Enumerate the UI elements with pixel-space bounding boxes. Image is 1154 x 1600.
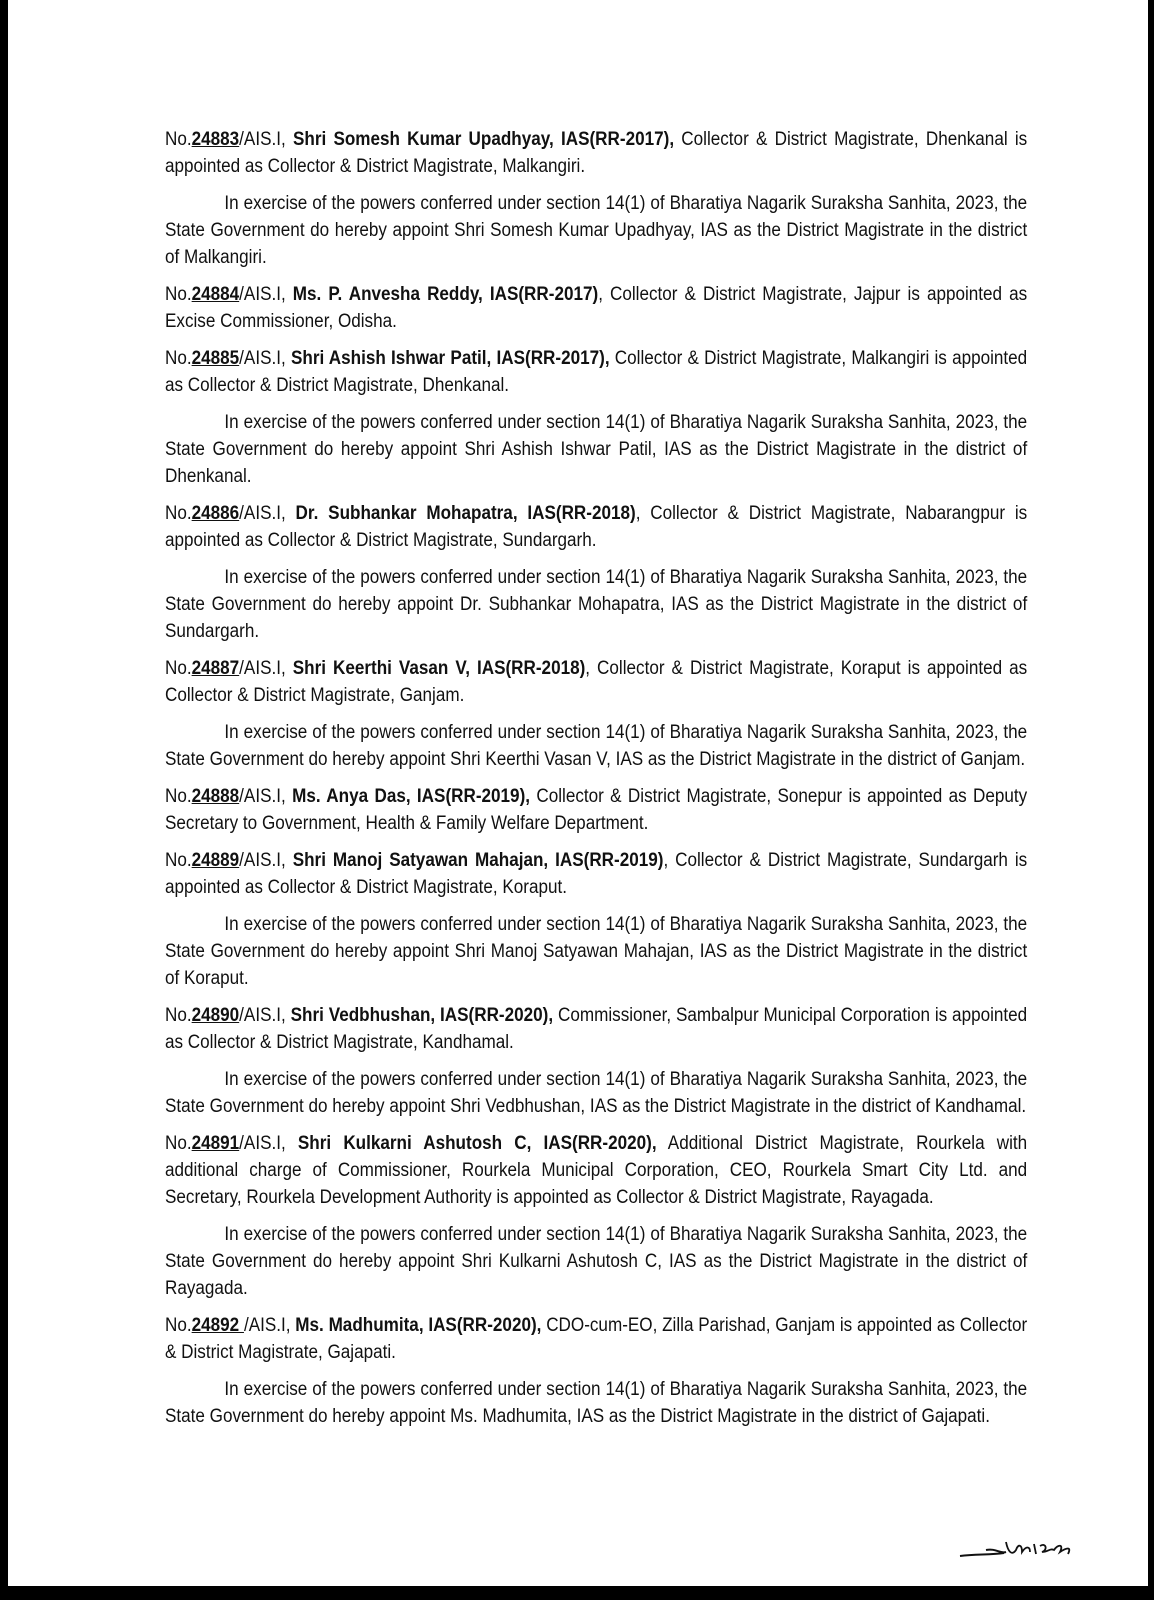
- dm-appointment-paragraph: In exercise of the powers conferred under section 14(1) of Bharatiya Nagarik Suraksha Sanhita, 2023, the State Government do hereby appoint Shri Keerthi Vasan V, IAS as the District Magistrate in the district of Ganjam.: [165, 722, 1028, 770]
- dm-appointment-paragraph: In exercise of the powers conferred under section 14(1) of Bharatiya Nagarik Suraksha Sanhita, 2023, the State Government do hereby appoint Shri Kulkarni Ashutosh C, IAS as the District Magistrate in the district of Rayagada.: [165, 1224, 1028, 1299]
- order-text: Additional District Magistrate, Rourkela with additional charge of Commissioner, Rourkela Municipal Corporation, CEO, Rourkela Smart City Ltd. and Secretary, Rourkela Development Authority is appointed as Collector & District Magistrate, Rayagada.: [165, 1133, 1028, 1208]
- dm-appointment-paragraph: In exercise of the powers conferred under section 14(1) of Bharatiya Nagarik Suraksha Sanhita, 2023, the State Government do hereby appoint Shri Vedbhushan, IAS as the District Magistrate in the district of Kandhamal.: [165, 1069, 1028, 1117]
- order-text: , Collector & District Magistrate, Sundargarh is appointed as Collector & District Magistrate, Koraput.: [165, 850, 1028, 898]
- order-text: Collector & District Magistrate, Dhenkanal is appointed as Collector & District Magistrate, Malkangiri.: [165, 129, 1028, 177]
- order-number: 24887: [191, 658, 240, 679]
- order-number: 24885: [191, 348, 240, 369]
- order-number: 24886: [191, 503, 240, 524]
- order-code: /AIS.I,: [239, 850, 293, 871]
- order-text: , Collector & District Magistrate, Nabarangpur is appointed as Collector & District Magistrate, Sundargarh.: [165, 503, 1028, 551]
- order-prefix: No.: [165, 1005, 192, 1026]
- order-prefix: No.: [165, 850, 192, 871]
- order-prefix: No.: [165, 129, 192, 150]
- order-number: 24892: [191, 1315, 244, 1336]
- officer-name: Ms. P. Anvesha Reddy, IAS(RR-2017): [292, 284, 599, 305]
- order-prefix: No.: [165, 658, 192, 679]
- officer-name: Shri Vedbhushan, IAS(RR-2020),: [290, 1005, 554, 1026]
- order-paragraph: [165, 1312, 1027, 1366]
- order-text: Collector & District Magistrate, Sonepur is appointed as Deputy Secretary to Government, Health & Family Welfare Department.: [165, 786, 1028, 834]
- officer-name: Dr. Subhankar Mohapatra, IAS(RR-2018): [295, 503, 636, 524]
- order-number: 24889: [191, 850, 240, 871]
- officer-name: Shri Manoj Satyawan Mahajan, IAS(RR-2019): [292, 850, 664, 871]
- order-text: CDO-cum-EO, Zilla Parishad, Ganjam is appointed as Collector & District Magistrate, Gajapati.: [165, 1315, 1028, 1363]
- document-body: [165, 126, 1027, 1440]
- dm-appointment-paragraph: In exercise of the powers conferred under section 14(1) of Bharatiya Nagarik Suraksha Sanhita, 2023, the State Government do hereby appoint Shri Ashish Ishwar Patil, IAS as the District Magistrate in the district of Dhenkanal.: [165, 412, 1028, 487]
- order-code: /AIS.I,: [239, 1133, 298, 1154]
- order-prefix: No.: [165, 503, 192, 524]
- order-text: Commissioner, Sambalpur Municipal Corporation is appointed as Collector & District Magistrate, Kandhamal.: [165, 1005, 1028, 1053]
- officer-name: Shri Ashish Ishwar Patil, IAS(RR-2017),: [290, 348, 610, 369]
- order-code: /AIS.I,: [239, 658, 293, 679]
- order-prefix: No.: [165, 284, 192, 305]
- order-code: /AIS.I,: [243, 1315, 296, 1336]
- order-paragraph: [165, 126, 1027, 180]
- order-paragraph: [165, 345, 1027, 399]
- order-prefix: No.: [165, 1133, 192, 1154]
- order-text: , Collector & District Magistrate, Jajpur is appointed as Excise Commissioner, Odisha.: [165, 284, 1028, 332]
- order-paragraph: [165, 847, 1027, 901]
- order-prefix: No.: [165, 786, 192, 807]
- officer-name: Shri Keerthi Vasan V, IAS(RR-2018): [292, 658, 586, 679]
- officer-name: Ms. Anya Das, IAS(RR-2019),: [292, 786, 531, 807]
- order-code: /AIS.I,: [239, 503, 296, 524]
- order-prefix: No.: [165, 1315, 192, 1336]
- officer-name: Ms. Madhumita, IAS(RR-2020),: [295, 1315, 542, 1336]
- order-code: /AIS.I,: [239, 348, 291, 369]
- dm-appointment-paragraph: In exercise of the powers conferred under section 14(1) of Bharatiya Nagarik Suraksha Sanhita, 2023, the State Government do hereby appoint Ms. Madhumita, IAS as the District Magistrate in the district of Gajapati.: [165, 1379, 1028, 1427]
- officer-name: Shri Somesh Kumar Upadhyay, IAS(RR-2017),: [292, 129, 675, 150]
- dm-appointment-paragraph: In exercise of the powers conferred under section 14(1) of Bharatiya Nagarik Suraksha Sanhita, 2023, the State Government do hereby appoint Shri Somesh Kumar Upadhyay, IAS as the District Magistrate in the district of Malkangiri.: [165, 193, 1028, 268]
- order-code: /AIS.I,: [239, 786, 293, 807]
- order-number: 24884: [191, 284, 240, 305]
- order-paragraph: [165, 783, 1027, 837]
- order-prefix: No.: [165, 348, 192, 369]
- order-paragraph: [165, 1002, 1027, 1056]
- order-paragraph: [165, 655, 1027, 709]
- document-page: [8, 0, 1148, 1586]
- order-number: 24890: [191, 1005, 240, 1026]
- order-code: /AIS.I,: [239, 1005, 291, 1026]
- order-text: , Collector & District Magistrate, Koraput is appointed as Collector & District Magistrate, Ganjam.: [165, 658, 1028, 706]
- order-paragraph: [165, 281, 1027, 335]
- dm-appointment-paragraph: In exercise of the powers conferred under section 14(1) of Bharatiya Nagarik Suraksha Sanhita, 2023, the State Government do hereby appoint Dr. Subhankar Mohapatra, IAS as the District Magistrate in the district of Sundargarh.: [165, 567, 1028, 642]
- order-paragraph: [165, 500, 1027, 554]
- officer-name: Shri Kulkarni Ashutosh C, IAS(RR-2020),: [297, 1133, 657, 1154]
- order-number: 24891: [191, 1133, 240, 1154]
- order-text: Collector & District Magistrate, Malkangiri is appointed as Collector & District Magistrate, Dhenkanal.: [165, 348, 1028, 396]
- handwritten-signature: [956, 1528, 1086, 1568]
- order-number: 24888: [191, 786, 240, 807]
- order-code: /AIS.I,: [239, 129, 293, 150]
- order-number: 24883: [191, 129, 240, 150]
- order-paragraph: [165, 1130, 1027, 1211]
- dm-appointment-paragraph: In exercise of the powers conferred under section 14(1) of Bharatiya Nagarik Suraksha Sanhita, 2023, the State Government do hereby appoint Shri Manoj Satyawan Mahajan, IAS as the District Magistrate in the district of Koraput.: [165, 914, 1028, 989]
- order-code: /AIS.I,: [239, 284, 293, 305]
